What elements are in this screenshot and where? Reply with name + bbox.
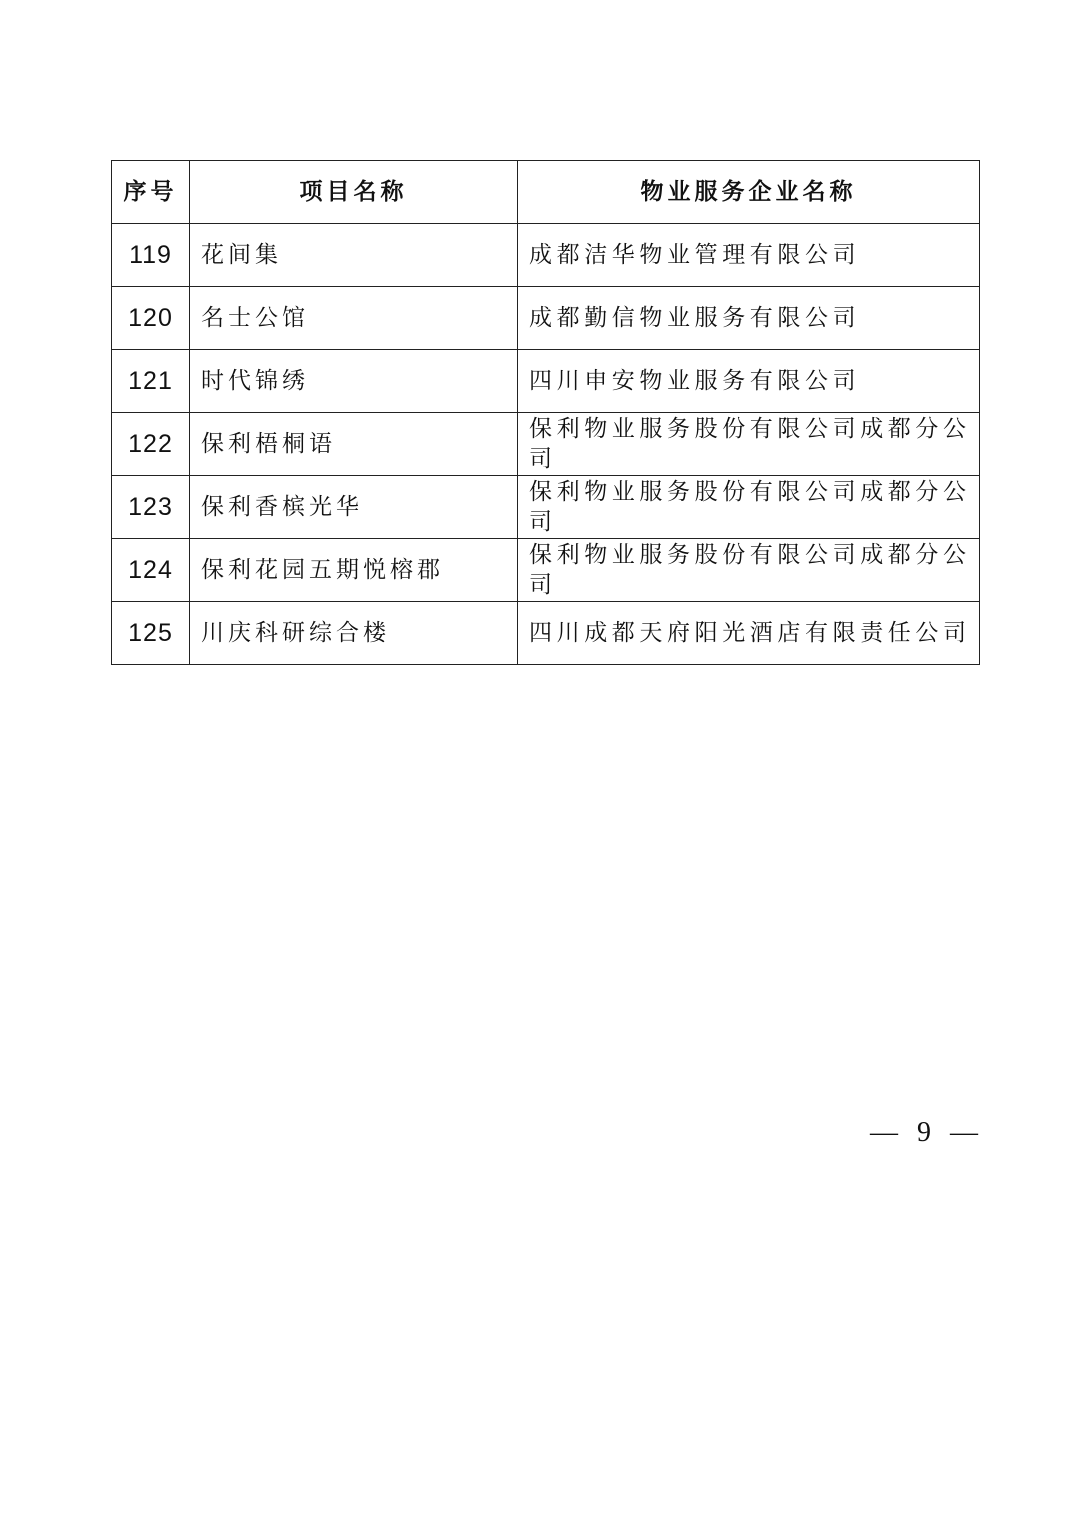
- page-number: — 9 —: [870, 1117, 984, 1148]
- company-name-cell: 保利物业服务股份有限公司成都分公司: [518, 413, 980, 476]
- serial-number-cell: 120: [112, 287, 190, 350]
- serial-number-cell: 121: [112, 350, 190, 413]
- company-name-cell: 成都勤信物业服务有限公司: [518, 287, 980, 350]
- header-company-name: 物业服务企业名称: [518, 161, 980, 224]
- property-list-table: [111, 160, 980, 665]
- company-name-cell: 保利物业服务股份有限公司成都分公司: [518, 476, 980, 539]
- company-name-cell: 成都洁华物业管理有限公司: [518, 224, 980, 287]
- serial-number-cell: 125: [112, 602, 190, 665]
- company-name-cell: 保利物业服务股份有限公司成都分公司: [518, 539, 980, 602]
- project-name-cell: 时代锦绣: [190, 350, 518, 413]
- project-name-cell: 保利梧桐语: [190, 413, 518, 476]
- header-serial-number: 序号: [112, 161, 190, 224]
- table-row: [112, 224, 980, 287]
- company-name-cell: 四川申安物业服务有限公司: [518, 350, 980, 413]
- table-row: [112, 350, 980, 413]
- table-row: [112, 413, 980, 476]
- project-name-cell: 保利花园五期悦榕郡: [190, 539, 518, 602]
- project-name-cell: 名士公馆: [190, 287, 518, 350]
- company-name-cell: 四川成都天府阳光酒店有限责任公司: [518, 602, 980, 665]
- header-project-name: 项目名称: [190, 161, 518, 224]
- serial-number-cell: 124: [112, 539, 190, 602]
- project-name-cell: 保利香槟光华: [190, 476, 518, 539]
- serial-number-cell: 119: [112, 224, 190, 287]
- table-header-row: [112, 161, 980, 224]
- table-row: [112, 476, 980, 539]
- serial-number-cell: 123: [112, 476, 190, 539]
- project-name-cell: 川庆科研综合楼: [190, 602, 518, 665]
- project-name-cell: 花间集: [190, 224, 518, 287]
- serial-number-cell: 122: [112, 413, 190, 476]
- table-row: [112, 287, 980, 350]
- table-row: [112, 539, 980, 602]
- table-row: [112, 602, 980, 665]
